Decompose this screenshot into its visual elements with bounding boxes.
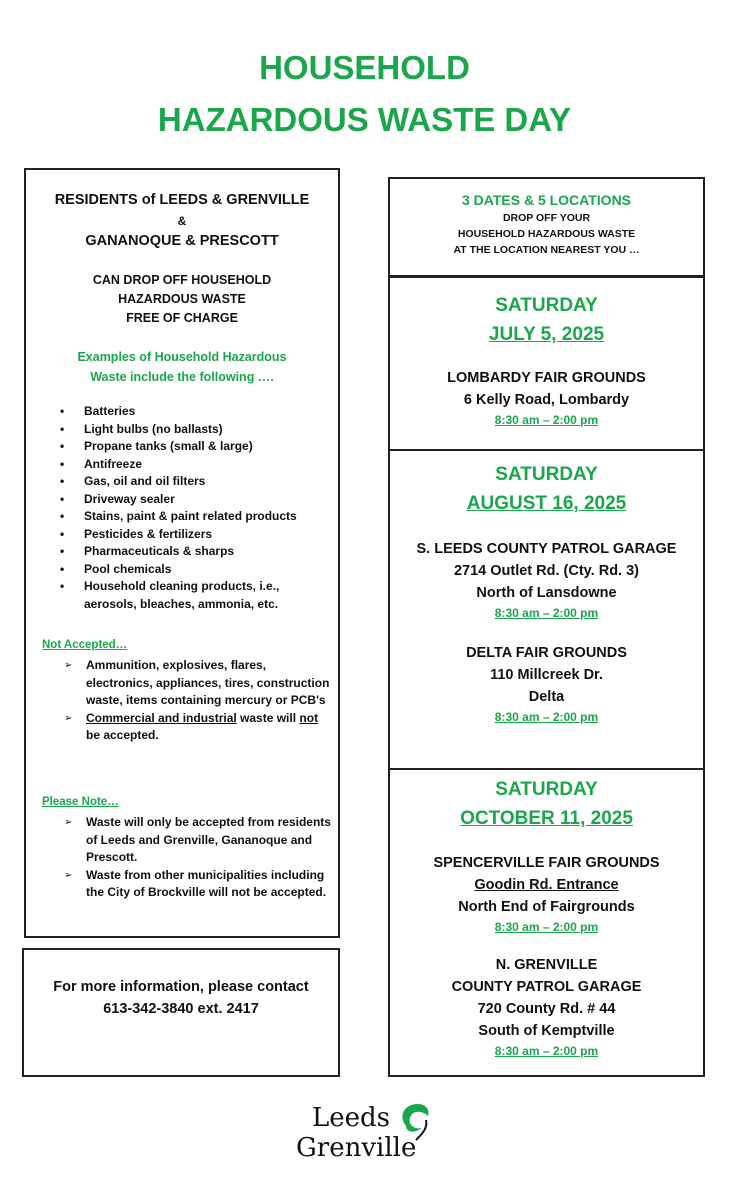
page-title-line1: HOUSEHOLD [259, 49, 470, 86]
please-note-list [64, 814, 332, 902]
not-accepted-list [64, 657, 332, 745]
list-item: • Batteries [60, 403, 330, 421]
location-name: LOMBARDY FAIR GROUNDS [447, 370, 646, 386]
intro-line2: HOUSEHOLD HAZARDOUS WASTE [457, 228, 636, 240]
contact-box [22, 948, 340, 1077]
list-item: ➢ Waste from other municipalities including the City of Brockville will not be accepted. [64, 867, 332, 902]
event-date: JULY 5, 2025 [488, 324, 605, 345]
residents-line1: RESIDENTS of LEEDS & GRENVILLE [54, 192, 310, 208]
commercial-industrial-text: Commercial and industrial [86, 710, 237, 725]
free-line1: CAN DROP OFF HOUSEHOLD [92, 273, 272, 287]
location-hours: 8:30 am – 2:00 pm [494, 920, 599, 934]
event-day: SATURDAY [495, 464, 598, 485]
contact-text [24, 976, 338, 1020]
list-item: • Stains, paint & paint related products [60, 508, 330, 526]
not-text: not [299, 710, 319, 725]
event-day: SATURDAY [495, 779, 598, 800]
location-area: South of Kemptville [478, 1023, 615, 1039]
free-line2: HAZARDOUS WASTE [118, 292, 246, 306]
event-august-box [388, 449, 705, 770]
list-item: • Light bulbs (no ballasts) [60, 421, 330, 439]
location-name: S. LEEDS COUNTY PATROL GARAGE [416, 541, 677, 557]
intro-line1: DROP OFF YOUR [502, 212, 591, 224]
event-october-box [388, 768, 705, 1077]
examples-line1: Examples of Household Hazardous [77, 350, 287, 364]
list-item [64, 710, 332, 745]
location-address: 110 Millcreek Dr. [490, 667, 603, 683]
event-day: SATURDAY [495, 295, 598, 316]
list-item: ➢ Ammunition, explosives, flares, electronics, appliances, tires, construction waste, items containing mercury or PCB's [64, 657, 332, 710]
free-line3: FREE OF CHARGE [126, 311, 238, 325]
location-area: North End of Fairgrounds [458, 899, 635, 915]
location-area: Delta [528, 689, 565, 705]
logo-grenville-text: Grenville [296, 1133, 417, 1162]
location-address: Goodin Rd. Entrance [474, 877, 619, 893]
residents-line2: GANANOQUE & PRESCOTT [85, 233, 279, 249]
location-hours: 8:30 am – 2:00 pm [494, 606, 599, 620]
intro-box [388, 177, 705, 277]
accepted-items-list [60, 403, 330, 613]
list-item: • Pool chemicals [60, 561, 330, 579]
list-item: • Household cleaning products, i.e., aerosols, bleaches, ammonia, etc. [60, 578, 330, 613]
list-item: • Pesticides & fertilizers [60, 526, 330, 544]
location-name-line2: COUNTY PATROL GARAGE [451, 979, 642, 995]
list-item: • Driveway sealer [60, 491, 330, 509]
event-date: OCTOBER 11, 2025 [460, 808, 633, 829]
location-address: 2714 Outlet Rd. (Cty. Rd. 3) [453, 563, 640, 579]
leeds-grenville-logo [294, 1100, 434, 1162]
location-hours: 8:30 am – 2:00 pm [494, 710, 599, 724]
location-area: North of Lansdowne [476, 585, 617, 601]
page-title-line2: HAZARDOUS WASTE DAY [157, 101, 572, 138]
logo-graphic [294, 1100, 434, 1162]
not-accepted-heading: Not Accepted… [42, 639, 128, 651]
contact-line1: For more information, please contact [53, 979, 309, 995]
event-july-box [388, 276, 705, 451]
intro-line3: AT THE LOCATION NEAREST YOU … [453, 244, 640, 256]
be-accepted-text: be accepted. [86, 728, 159, 742]
examples-line2: Waste include the following …. [90, 370, 274, 384]
location-name: N. GRENVILLE [495, 957, 598, 973]
location-hours: 8:30 am – 2:00 pm [494, 413, 599, 427]
residents-info-box [24, 168, 340, 938]
list-item: • Antifreeze [60, 456, 330, 474]
contact-phone: 613-342-3840 ext. 2417 [103, 1001, 259, 1017]
residents-amp: & [177, 214, 187, 228]
waste-will-text: waste will [236, 710, 300, 725]
intro-title: 3 DATES & 5 LOCATIONS [461, 192, 632, 208]
list-item: ➢ Waste will only be accepted from residents of Leeds and Grenville, Gananoque and Prescott. [64, 814, 332, 867]
logo-leeds-text: Leeds [312, 1103, 391, 1133]
please-note-heading: Please Note… [42, 796, 119, 808]
list-item: • Gas, oil and oil filters [60, 473, 330, 491]
list-item: • Pharmaceuticals & sharps [60, 543, 330, 561]
event-date: AUGUST 16, 2025 [466, 493, 627, 514]
location-address: 720 County Rd. # 44 [477, 1001, 616, 1017]
list-item: • Propane tanks (small & large) [60, 438, 330, 456]
location-hours: 8:30 am – 2:00 pm [494, 1044, 599, 1058]
location-name: SPENCERVILLE FAIR GROUNDS [433, 855, 660, 871]
location-address: 6 Kelly Road, Lombardy [463, 392, 630, 408]
location-name: DELTA FAIR GROUNDS [466, 645, 627, 661]
